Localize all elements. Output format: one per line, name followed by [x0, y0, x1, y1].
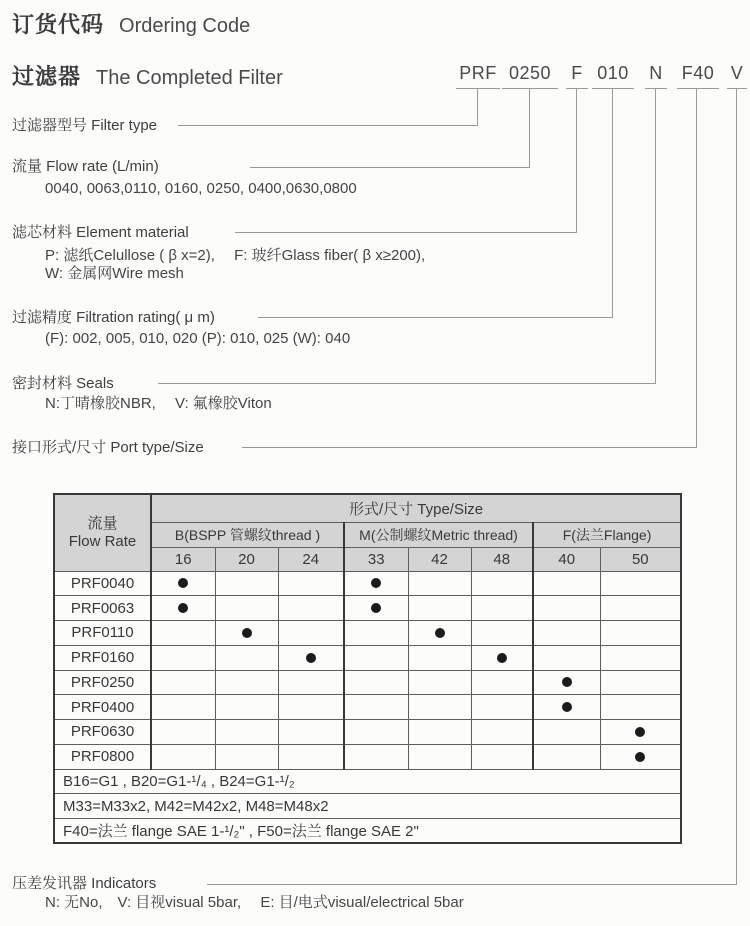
- availability-cell: [408, 670, 471, 695]
- availability-cell: [278, 720, 344, 745]
- availability-cell: [471, 695, 533, 720]
- page-title-en: Ordering Code: [119, 15, 251, 37]
- field-element-material: 滤芯材料 Element material: [12, 224, 189, 241]
- group-header-bspp: B(BSPP 管螺纹thread ): [151, 522, 344, 547]
- field-material-options-1: P: 滤纸Celullose ( β x=2), F: 玻纤Glass fiber( β x≥200),: [45, 247, 426, 264]
- availability-cell: [600, 695, 681, 720]
- availability-cell: [533, 720, 600, 745]
- connector-hline-flow: [250, 167, 530, 168]
- availability-cell: [344, 670, 408, 695]
- availability-cell: [408, 596, 471, 621]
- field-flow-rate-options: 0040, 0063,0110, 0160, 0250, 0400,0630,0800: [45, 180, 357, 197]
- availability-cell: [151, 720, 215, 745]
- availability-cell: [600, 744, 681, 769]
- size-col-48: 48: [471, 547, 533, 571]
- availability-cell: [471, 670, 533, 695]
- code-segment-model: PRF: [456, 62, 500, 89]
- availability-cell: [344, 621, 408, 646]
- group-header-metric: M(公制螺纹Metric thread): [344, 522, 533, 547]
- code-segment-flow: 0250: [502, 62, 558, 89]
- flow-rate-corner-zh: 流量: [87, 514, 118, 532]
- availability-cell: [471, 571, 533, 596]
- availability-dot: [635, 752, 645, 762]
- availability-cell: [408, 720, 471, 745]
- availability-cell: [344, 645, 408, 670]
- availability-cell: [344, 596, 408, 621]
- availability-cell: [215, 744, 278, 769]
- availability-cell: [533, 695, 600, 720]
- size-col-16: 16: [151, 547, 215, 571]
- size-col-24: 24: [278, 547, 344, 571]
- availability-cell: [278, 571, 344, 596]
- field-flow-rate: 流量 Flow rate (L/min): [12, 158, 159, 175]
- availability-dot: [178, 578, 188, 588]
- size-col-40: 40: [533, 547, 600, 571]
- availability-cell: [408, 621, 471, 646]
- availability-cell: [600, 596, 681, 621]
- size-col-42: 42: [408, 547, 471, 571]
- availability-cell: [344, 744, 408, 769]
- table-row: [54, 596, 681, 621]
- availability-cell: [278, 695, 344, 720]
- availability-cell: [471, 720, 533, 745]
- connector-vline-port: [696, 88, 697, 447]
- availability-cell: [215, 571, 278, 596]
- availability-cell: [471, 596, 533, 621]
- availability-cell: [533, 596, 600, 621]
- flow-rate-corner-header: [54, 494, 151, 571]
- availability-cell: [215, 670, 278, 695]
- availability-cell: [408, 695, 471, 720]
- code-segment-material: F: [566, 62, 588, 89]
- connector-vline-material: [576, 88, 577, 232]
- model-cell: PRF0160: [54, 645, 151, 670]
- product-title-en: The Completed Filter: [96, 67, 283, 89]
- field-seals: 密封材料 Seals: [12, 375, 114, 392]
- size-col-33: 33: [344, 547, 408, 571]
- availability-cell: [533, 571, 600, 596]
- type-size-header: 形式/尺寸 Type/Size: [151, 494, 681, 522]
- availability-cell: [408, 744, 471, 769]
- availability-cell: [600, 621, 681, 646]
- availability-dot: [178, 603, 188, 613]
- model-cell: PRF0630: [54, 720, 151, 745]
- availability-cell: [215, 621, 278, 646]
- availability-dot: [242, 628, 252, 638]
- connector-vline-flow: [529, 88, 530, 167]
- availability-dot: [371, 578, 381, 588]
- availability-dot: [562, 677, 572, 687]
- note-flange-sizes: F40=法兰 flange SAE 1-¹/₂" , F50=法兰 flange SAE 2": [54, 818, 681, 843]
- section-title: [12, 60, 283, 91]
- connector-vline-seal: [655, 88, 656, 383]
- field-material-options-2: W: 金属网Wire mesh: [45, 265, 184, 282]
- code-segment-port: F40: [677, 62, 719, 89]
- availability-cell: [600, 571, 681, 596]
- availability-dot: [562, 702, 572, 712]
- table-row: [54, 670, 681, 695]
- model-cell: PRF0800: [54, 744, 151, 769]
- availability-cell: [151, 645, 215, 670]
- availability-dot: [306, 653, 316, 663]
- availability-cell: [533, 645, 600, 670]
- availability-cell: [151, 695, 215, 720]
- page-title-zh: 订货代码: [12, 12, 105, 37]
- model-cell: PRF0250: [54, 670, 151, 695]
- connector-vline-rating: [612, 88, 613, 317]
- code-segment-seal: N: [645, 62, 667, 89]
- port-size-table: [53, 493, 682, 844]
- connector-hline-indicator: [207, 884, 737, 885]
- field-filter-type: 过滤器型号 Filter type: [12, 117, 158, 134]
- field-seals-options: N:丁晴橡胶NBR, V: 氟橡胶Viton: [45, 395, 272, 412]
- availability-cell: [215, 695, 278, 720]
- table-row: [54, 645, 681, 670]
- flow-rate-corner-en: Flow Rate: [68, 532, 137, 550]
- availability-cell: [408, 645, 471, 670]
- product-title-zh: 过滤器: [12, 64, 82, 89]
- table-row: [54, 720, 681, 745]
- availability-cell: [471, 621, 533, 646]
- connector-hline-model: [178, 125, 478, 126]
- availability-cell: [278, 596, 344, 621]
- availability-cell: [215, 720, 278, 745]
- availability-dot: [435, 628, 445, 638]
- group-header-flange: F(法兰Flange): [533, 522, 681, 547]
- availability-cell: [344, 720, 408, 745]
- field-indicators: 压差发讯器 Indicators: [12, 875, 157, 892]
- table-row: [54, 621, 681, 646]
- code-segment-indicator: V: [727, 62, 747, 89]
- availability-cell: [344, 571, 408, 596]
- availability-cell: [600, 720, 681, 745]
- connector-hline-rating: [258, 317, 613, 318]
- availability-dot: [371, 603, 381, 613]
- availability-cell: [344, 695, 408, 720]
- size-col-20: 20: [215, 547, 278, 571]
- availability-cell: [278, 621, 344, 646]
- connector-hline-port: [242, 447, 697, 448]
- availability-cell: [215, 645, 278, 670]
- note-bspp-threads: B16=G1 , B20=G1-¹/₄ , B24=G1-¹/₂: [54, 769, 681, 794]
- availability-cell: [151, 596, 215, 621]
- connector-vline-model: [477, 88, 478, 125]
- availability-cell: [278, 744, 344, 769]
- availability-cell: [408, 571, 471, 596]
- connector-hline-seal: [158, 383, 656, 384]
- connector-hline-material: [235, 232, 577, 233]
- availability-cell: [600, 645, 681, 670]
- connector-vline-indicator: [736, 88, 737, 884]
- code-segment-rating: 010: [592, 62, 634, 89]
- availability-dot: [635, 727, 645, 737]
- availability-cell: [151, 744, 215, 769]
- availability-cell: [533, 621, 600, 646]
- field-port-type: 接口形式/尺寸 Port type/Size: [12, 439, 204, 456]
- page-title: [12, 8, 250, 39]
- field-filtration-rating: 过滤精度 Filtration rating( μ m): [12, 309, 215, 326]
- model-cell: PRF0400: [54, 695, 151, 720]
- note-metric-threads: M33=M33x2, M42=M42x2, M48=M48x2: [54, 794, 681, 819]
- availability-cell: [215, 596, 278, 621]
- availability-cell: [533, 744, 600, 769]
- table-row: [54, 571, 681, 596]
- availability-cell: [151, 670, 215, 695]
- availability-cell: [151, 621, 215, 646]
- table-row: [54, 695, 681, 720]
- size-col-50: 50: [600, 547, 681, 571]
- model-cell: PRF0110: [54, 621, 151, 646]
- table-row: [54, 744, 681, 769]
- model-cell: PRF0040: [54, 571, 151, 596]
- availability-cell: [151, 571, 215, 596]
- availability-cell: [278, 645, 344, 670]
- field-indicators-options: N: 无No, V: 目视visual 5bar, E: 目/电式visual/electrical 5bar: [45, 894, 464, 911]
- availability-cell: [471, 645, 533, 670]
- availability-dot: [497, 653, 507, 663]
- availability-cell: [600, 670, 681, 695]
- model-cell: PRF0063: [54, 596, 151, 621]
- availability-cell: [533, 670, 600, 695]
- availability-cell: [278, 670, 344, 695]
- availability-cell: [471, 744, 533, 769]
- field-rating-options: (F): 002, 005, 010, 020 (P): 010, 025 (W): 040: [45, 330, 351, 347]
